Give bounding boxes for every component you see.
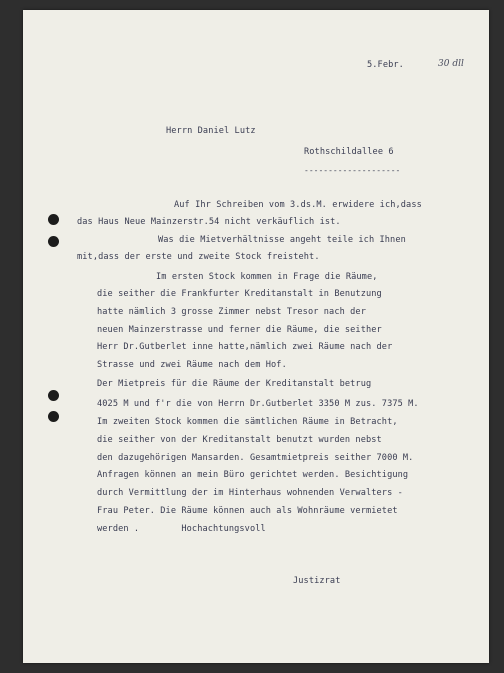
handwritten-annotation: 30 dll	[438, 59, 464, 69]
body-line-5: Im ersten Stock kommen in Frage die Räume,	[156, 272, 378, 282]
punch-hole-bottom-2	[48, 411, 59, 422]
body-line-12: 4025 M und f'r die von Herrn Dr.Gutberlet 3350 M zus. 7375 M.	[97, 399, 419, 409]
body-line-3: Was die Mietverhältnisse angeht teile ich Ihnen	[158, 235, 406, 245]
letter-page	[23, 10, 489, 663]
recipient-street: Rothschildallee 6	[304, 147, 394, 157]
body-line-6: die seither die Frankfurter Kreditanstalt in Benutzung	[97, 289, 382, 299]
punch-hole-top-2	[48, 236, 59, 247]
body-line-14: die seither von der Kreditanstalt benutzt wurden nebst	[97, 435, 382, 445]
body-line-8: neuen Mainzerstrasse und ferner die Räume, die seither	[97, 325, 382, 335]
body-line-17: durch Vermittlung der im Hinterhaus wohnenden Verwalters -	[97, 488, 403, 498]
recipient-name: Herrn Daniel Lutz	[166, 126, 256, 136]
body-line-16: Anfragen können an mein Büro gerichtet werden. Besichtigung	[97, 470, 409, 480]
address-underline: --------------------	[304, 166, 401, 175]
closing-title: Justizrat	[293, 576, 341, 586]
body-line-7: hatte nämlich 3 grosse Zimmer nebst Tresor nach der	[97, 307, 366, 317]
body-line-1: Auf Ihr Schreiben vom 3.ds.M. erwidere ich,dass	[174, 200, 422, 210]
body-line-13: Im zweiten Stock kommen die sämtlichen Räume in Betracht,	[97, 417, 398, 427]
body-line-10: Strasse und zwei Räume nach dem Hof.	[97, 360, 287, 370]
body-line-19: werden . Hochachtungsvoll	[97, 524, 266, 534]
body-line-11: Der Mietpreis für die Räume der Kreditanstalt betrug	[97, 379, 372, 389]
body-line-2: das Haus Neue Mainzerstr.54 nicht verkäuflich ist.	[77, 217, 341, 227]
body-line-9: Herr Dr.Gutberlet inne hatte,nämlich zwei Räume nach der	[97, 342, 393, 352]
punch-hole-bottom-1	[48, 390, 59, 401]
body-line-4: mit,dass der erste und zweite Stock freisteht.	[77, 252, 320, 262]
letter-date: 5.Febr.	[367, 60, 404, 70]
body-line-15: den dazugehörigen Mansarden. Gesamtmietpreis seither 7000 M.	[97, 453, 414, 463]
body-line-18: Frau Peter. Die Räume können auch als Wohnräume vermietet	[97, 506, 398, 516]
punch-hole-top-1	[48, 214, 59, 225]
